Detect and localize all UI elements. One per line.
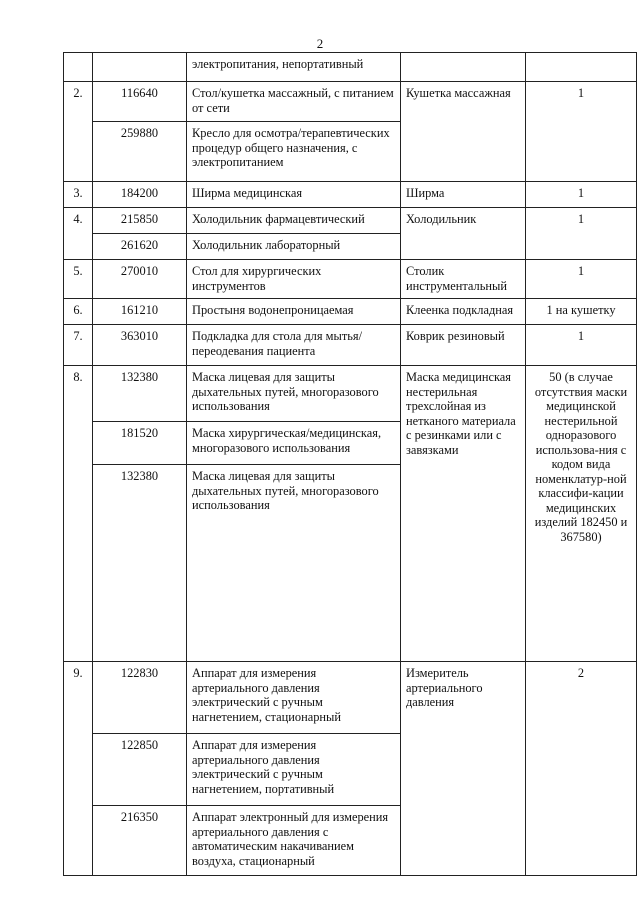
row-number: 7.: [64, 325, 93, 366]
table-row: [64, 208, 637, 234]
quantity: 1: [526, 82, 637, 182]
table-row: [64, 325, 637, 366]
item-name: Холодильник фармацевтический: [187, 208, 401, 234]
equipment-name: Маска медицинская нестерильная трехслойная из нетканого материала с резинками или с завязками: [401, 366, 526, 662]
item-name: Холодильник лабораторный: [187, 234, 401, 260]
item-name: Подкладка для стола для мытья/переодевания пациента: [187, 325, 401, 366]
item-code: 132380: [93, 366, 187, 422]
item-code: 215850: [93, 208, 187, 234]
row-number: 3.: [64, 182, 93, 208]
item-code: 122850: [93, 734, 187, 806]
item-code: 216350: [93, 806, 187, 876]
row-number: 9.: [64, 662, 93, 876]
row-number: 8.: [64, 366, 93, 662]
table-row: [64, 662, 637, 734]
quantity: 1: [526, 208, 637, 260]
item-code: 259880: [93, 122, 187, 182]
item-code: [93, 53, 187, 82]
item-code: 184200: [93, 182, 187, 208]
item-name: Маска хирургическая/медицинская, многоразового использования: [187, 422, 401, 465]
item-code: 161210: [93, 299, 187, 325]
item-name: Стол/кушетка массажный, с питанием от сети: [187, 82, 401, 122]
table-row: [64, 299, 637, 325]
item-code: 261620: [93, 234, 187, 260]
item-name: Простыня водонепроницаемая: [187, 299, 401, 325]
table-row: [64, 182, 637, 208]
table-row: [64, 260, 637, 299]
quantity: 50 (в случае отсутствия маски медицинской нестерильной одноразового использова-ния с кодом вида номенклатур-ной классифи-кации медицинских изделий 182450 и 367580): [526, 366, 637, 662]
equipment-name: Клеенка подкладная: [401, 299, 526, 325]
item-name: Ширма медицинская: [187, 182, 401, 208]
item-code: 122830: [93, 662, 187, 734]
quantity: [526, 53, 637, 82]
table-row: [64, 82, 637, 122]
row-number: 2.: [64, 82, 93, 182]
item-name: электропитания, непортативный: [187, 53, 401, 82]
quantity: 1: [526, 182, 637, 208]
table-row: [64, 366, 637, 422]
item-name: Аппарат электронный для измерения артериального давления с автоматическим накачиванием воздуха, стационарный: [187, 806, 401, 876]
row-number: 5.: [64, 260, 93, 299]
item-code: 116640: [93, 82, 187, 122]
page-number: 2: [316, 36, 324, 51]
equipment-name: Столик инструментальный: [401, 260, 526, 299]
row-number: [64, 53, 93, 82]
quantity: 1 на кушетку: [526, 299, 637, 325]
quantity: 1: [526, 325, 637, 366]
table-row: [64, 53, 637, 82]
equipment-name: Холодильник: [401, 208, 526, 260]
quantity: 2: [526, 662, 637, 876]
equipment-table: [63, 52, 637, 876]
equipment-name: Коврик резиновый: [401, 325, 526, 366]
equipment-name: Измеритель артериального давления: [401, 662, 526, 876]
item-code: 132380: [93, 465, 187, 662]
row-number: 4.: [64, 208, 93, 260]
item-code: 270010: [93, 260, 187, 299]
item-name: Маска лицевая для защиты дыхательных путей, многоразового использования: [187, 366, 401, 422]
quantity: 1: [526, 260, 637, 299]
item-name: Маска лицевая для защиты дыхательных путей, многоразового использования: [187, 465, 401, 662]
item-name: Кресло для осмотра/терапевтических процедур общего назначения, с электропитанием: [187, 122, 401, 182]
item-name: Аппарат для измерения артериального давления электрический с ручным нагнетением, портативный: [187, 734, 401, 806]
equipment-name: Ширма: [401, 182, 526, 208]
equipment-name: Кушетка массажная: [401, 82, 526, 182]
row-number: 6.: [64, 299, 93, 325]
item-name: Аппарат для измерения артериального давления электрический с ручным нагнетением, стационарный: [187, 662, 401, 734]
equipment-name: [401, 53, 526, 82]
item-code: 181520: [93, 422, 187, 465]
item-code: 363010: [93, 325, 187, 366]
item-name: Стол для хирургических инструментов: [187, 260, 401, 299]
